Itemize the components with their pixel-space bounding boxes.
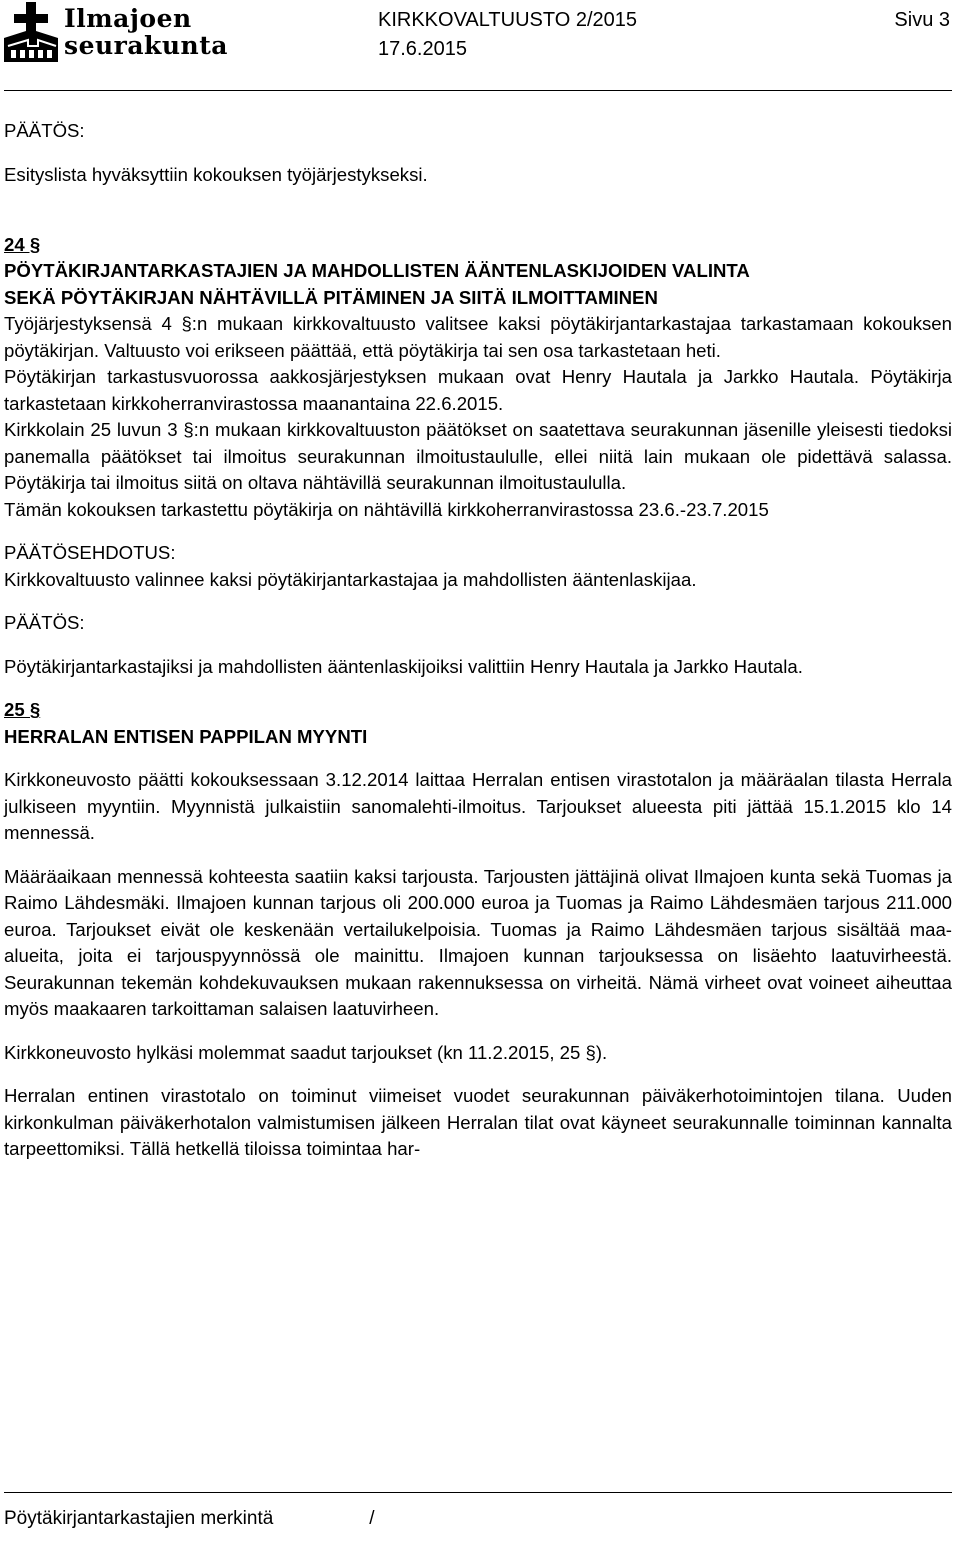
section-24-paragraph: Pöytäkirjan tarkastusvuorossa aakkosjärjestyksen mukaan ovat Henry Hautala ja Jarkko Hautala. Pöytäkirja tarkastetaan kirkkoherranvirastossa maanantaina 22.6.2015.: [4, 366, 952, 414]
section-24-paragraph: Tämän kokouksen tarkastettu pöytäkirja on nähtävillä kirkkoherranvirastossa 23.6.-23.7.2015: [4, 498, 769, 520]
section-title-24-line-1: PÖYTÄKIRJANTARKASTAJIEN JA MAHDOLLISTEN ÄÄNTENLASKIJOIDEN VALINTA: [4, 260, 750, 281]
footer: [4, 1508, 375, 1530]
decision-text: Esityslista hyväksyttiin kokouksen työjärjestykseksi.: [4, 163, 428, 185]
document-title: KIRKKOVALTUUSTO 2/2015: [378, 9, 637, 31]
document-date: 17.6.2015: [378, 38, 467, 60]
signature-separator: /: [369, 1508, 375, 1529]
logo-line-2: seurakunta: [64, 31, 228, 60]
footer-divider: [4, 1492, 952, 1493]
section-25-paragraph: Herralan entinen virastotalo on toiminut viimeiset vuodet seurakunnan päiväkerhotoimintojen tilana. Uuden kirkonkulman päiväkerhotalon valmistumisen jälkeen Herralan tilat ovat käyneet seurakunnalle toiminnan kannalta tarpeettomiksi. Tällä hetkellä tiloissa toimintaa har-: [4, 1085, 952, 1159]
page-number: Sivu 3: [894, 9, 950, 31]
section-25-paragraph: Määräaikaan mennessä kohteesta saatiin kaksi tarjousta. Tarjousten jättäjinä olivat Ilmajoen kunta sekä Tuomas ja Raimo Lähdesmäki. Ilmajoen kunnan tarjous oli 200.000 euroa ja Tuomas ja Raimo Lähdesmäen tarjous 211.000 euroa. Tarjoukset eivät ole keskenään vertailukelpoisia. Tuomas ja Raimo Lähdesmäen tarjous sisältää maa-alueita, joita ei tarjouspyynnössä ole mainittu. Ilmajoen kunnan tarjouksessa on lisäehto laatuvirheestä. Seurakunnan tekemän kohdekuvauksen mukaan rakennuksessa on virheitä. Nämä virheet ovat voineet aiheuttaa myös maakaaren tarkoittaman salaisen laatuvirheen.: [4, 865, 952, 1019]
section-24-paragraph: Kirkkolain 25 luvun 3 §:n mukaan kirkkovaltuuston päätökset on saatettava seurakunnan jäsenille yleisesti tiedoksi panemalla päätökset tai ilmoitus seurakunnan ilmoitustaululle, ellei niitä lain mukaan ole pidettävä salassa. Pöytäkirja tai ilmoitus siitä on oltava nähtävillä seurakunnan ilmoitustaululla.: [4, 419, 952, 493]
logo-line-1: Ilmajoen: [64, 4, 192, 33]
signature-label: Pöytäkirjantarkastajien merkintä: [4, 1508, 274, 1529]
decision-text: Pöytäkirjantarkastajiksi ja mahdollisten ääntenlaskijoiksi valittiin Henry Hautala ja Jarkko Hautala.: [4, 655, 803, 677]
section-number-25: 25 §: [4, 699, 41, 720]
section-title-24-line-2: SEKÄ PÖYTÄKIRJAN NÄHTÄVILLÄ PITÄMINEN JA SIITÄ ILMOITTAMINEN: [4, 286, 658, 308]
church-cross-icon: [4, 2, 60, 62]
proposal-text: Kirkkovaltuusto valinnee kaksi pöytäkirjantarkastajaa ja mahdollisten ääntenlaskijaa.: [4, 568, 697, 590]
section-25-paragraph: Kirkkoneuvosto päätti kokouksessaan 3.12.2014 laittaa Herralan entisen virastotalon ja määräalan tilasta Herrala julkiseen myyntiin. Myynnistä julkaistiin sanomalehti-ilmoitus. Tarjoukset alueesta piti jättää 15.1.2015 klo 14 mennessä.: [4, 769, 952, 843]
parish-logo: [4, 2, 244, 64]
section-title-25: HERRALAN ENTISEN PAPPILAN MYYNTI: [4, 725, 368, 747]
proposal-heading: PÄÄTÖSEHDOTUS:: [4, 542, 176, 563]
document-body: [4, 118, 952, 1163]
decision-heading: PÄÄTÖS:: [4, 612, 85, 633]
section-25-paragraph: Kirkkoneuvosto hylkäsi molemmat saadut tarjoukset (kn 11.2.2015, 25 §).: [4, 1041, 608, 1063]
section-number-24: 24 §: [4, 233, 41, 255]
header-divider: [4, 90, 952, 91]
decision-heading: PÄÄTÖS:: [4, 120, 85, 141]
section-24-paragraph: Työjärjestyksensä 4 §:n mukaan kirkkovaltuusto valitsee kaksi pöytäkirjantarkastajaa tarkastamaan kokouksen pöytäkirjan. Valtuusto voi erikseen päättää, että pöytäkirja tai sen osa tarkastetaan heti.: [4, 313, 952, 361]
